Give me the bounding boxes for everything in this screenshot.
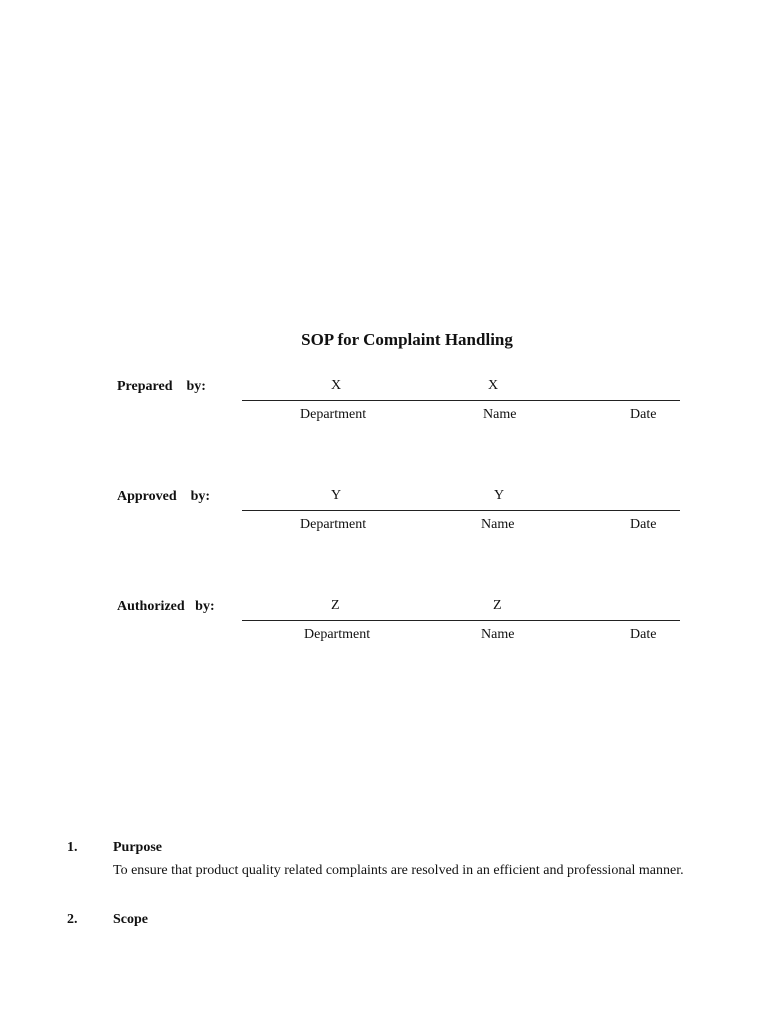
department-value: X — [331, 378, 342, 393]
section-title: Purpose — [113, 840, 162, 855]
signature-line — [242, 620, 680, 621]
signature-label: Approved by: — [117, 489, 211, 504]
section-title: Scope — [113, 912, 148, 927]
department-caption: Department — [300, 517, 367, 532]
name-caption: Name — [481, 627, 515, 642]
signature-block-approved — [0, 489, 768, 559]
department-caption: Department — [304, 627, 371, 642]
signature-label: Authorized by: — [117, 599, 215, 614]
signature-block-authorized — [0, 599, 768, 669]
department-value: Z — [331, 598, 340, 613]
section-body: To ensure that product quality related complaints are resolved in an efficient and professional manner. — [113, 863, 684, 878]
signature-line — [242, 400, 680, 401]
date-caption: Date — [630, 517, 657, 532]
signature-block-prepared — [0, 379, 768, 449]
name-value: Z — [493, 598, 502, 613]
name-value: Y — [494, 488, 505, 503]
date-caption: Date — [630, 627, 657, 642]
section-number: 1. — [67, 840, 78, 855]
name-value: X — [488, 378, 499, 393]
name-caption: Name — [483, 407, 517, 422]
signature-line — [242, 510, 680, 511]
document-title: SOP for Complaint Handling — [301, 330, 513, 349]
department-value: Y — [331, 488, 342, 503]
department-caption: Department — [300, 407, 367, 422]
name-caption: Name — [481, 517, 515, 532]
date-caption: Date — [630, 407, 657, 422]
signature-label: Prepared by: — [117, 379, 206, 394]
section-number: 2. — [67, 912, 78, 927]
